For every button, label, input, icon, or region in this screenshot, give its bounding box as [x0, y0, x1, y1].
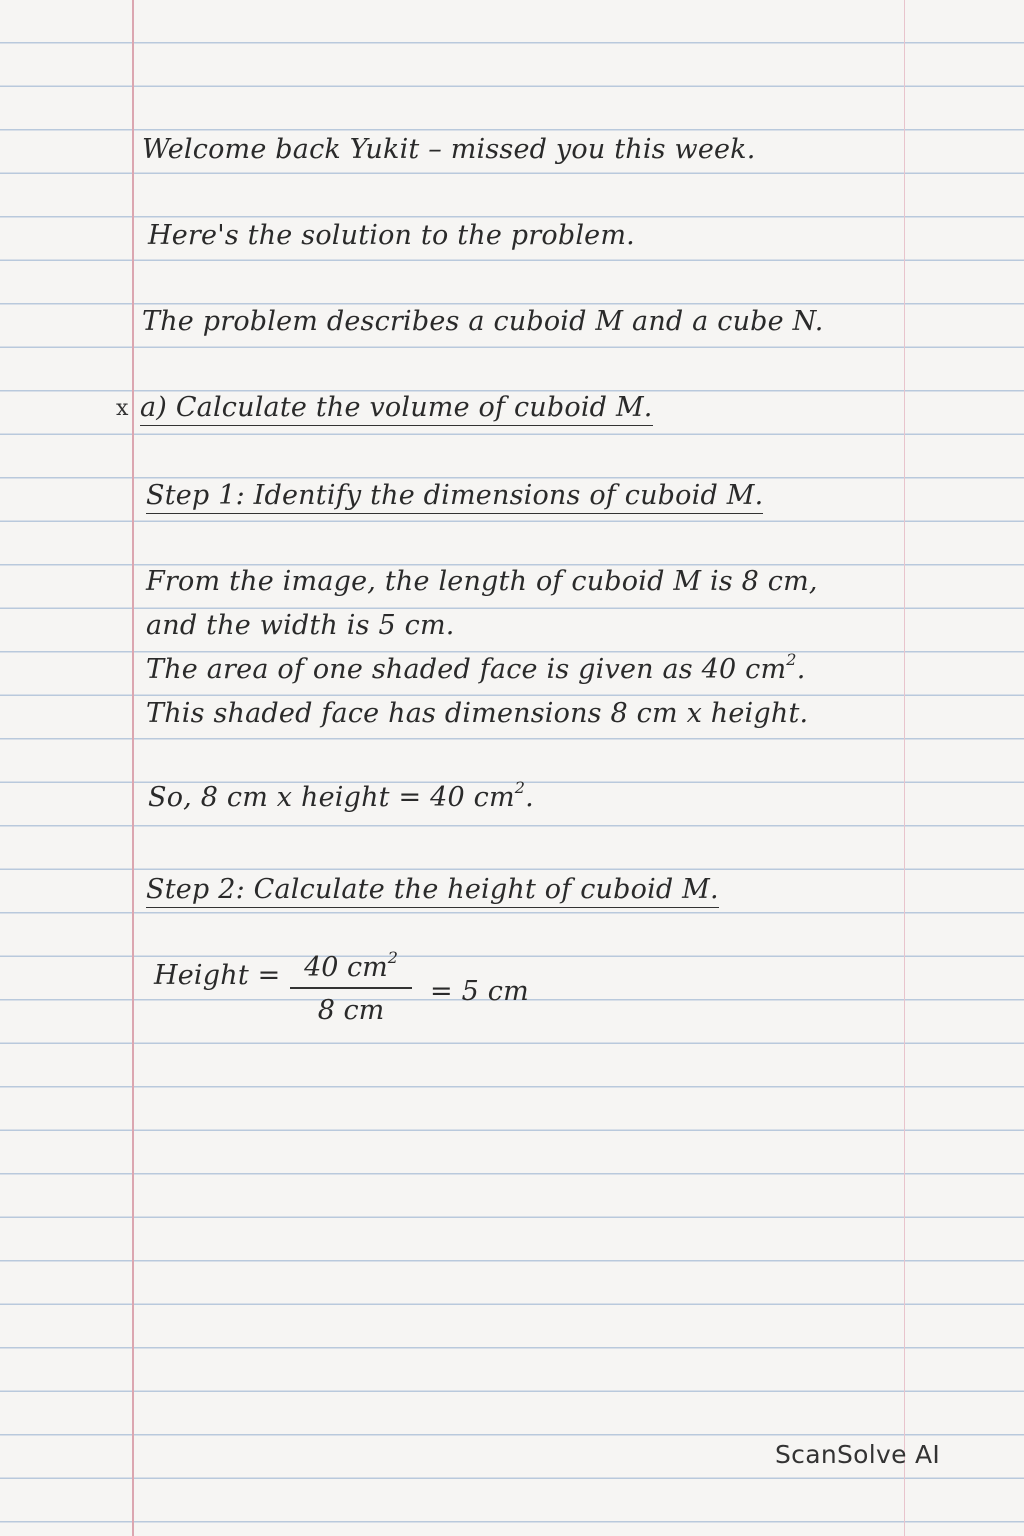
greeting-line: Welcome back Yukit – missed you this week.	[142, 134, 756, 165]
step1-equation	[148, 778, 534, 813]
step1-line-3	[146, 650, 806, 685]
step1-line-2: and the width is 5 cm.	[146, 610, 455, 641]
height-result: = 5 cm	[430, 976, 529, 1007]
step1-equation-exponent: 2	[514, 778, 526, 797]
step1-line-3-text: The area of one shaded face is given as 40 cm	[146, 654, 787, 685]
step1-equation-text: So, 8 cm x height = 40 cm	[148, 782, 515, 813]
step1-line-3-exponent: 2	[786, 650, 797, 669]
step1-heading	[146, 480, 763, 511]
fraction-denominator: 8 cm	[317, 995, 385, 1026]
fraction-numerator	[290, 948, 412, 989]
problem-statement: The problem describes a cuboid M and a cube N.	[142, 306, 824, 337]
part-a-heading-text: a) Calculate the volume of cuboid M.	[140, 392, 653, 426]
fraction-numerator-exponent: 2	[387, 948, 398, 967]
page-right-margin-line	[904, 0, 905, 1536]
page-margin-line	[132, 0, 134, 1536]
step1-equation-end: .	[525, 782, 534, 813]
step1-line-1: From the image, the length of cuboid M is 8 cm,	[146, 566, 818, 597]
step1-line-3-end: .	[796, 654, 806, 685]
step1-line-4: This shaded face has dimensions 8 cm x height.	[146, 698, 809, 729]
step1-heading-text: Step 1: Identify the dimensions of cuboid M.	[146, 480, 763, 514]
intro-line: Here's the solution to the problem.	[148, 220, 635, 251]
brand-watermark: ScanSolve AI	[775, 1440, 941, 1469]
height-fraction	[290, 948, 412, 1026]
part-a-marker: x	[116, 396, 129, 421]
fraction-numerator-text: 40 cm	[304, 952, 388, 983]
height-lhs: Height =	[154, 960, 281, 991]
part-a-heading	[140, 392, 653, 423]
step2-heading-text: Step 2: Calculate the height of cuboid M.	[146, 874, 719, 908]
step2-heading	[146, 874, 719, 905]
